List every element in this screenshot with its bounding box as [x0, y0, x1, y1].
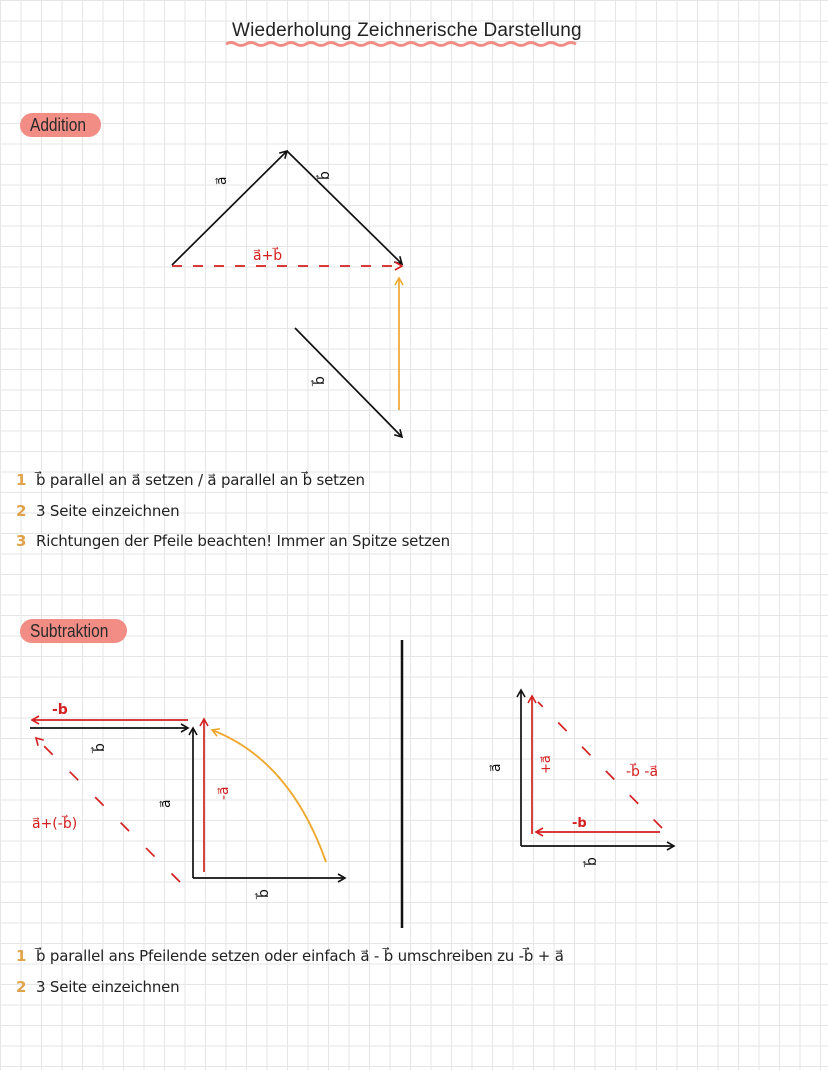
label-a-plus-neg-b: a⃗+(-b⃗): [32, 816, 78, 832]
label-r-neg-b: -b: [572, 816, 587, 831]
subtraktion-note-2: 2 3 Seite einzeichnen: [16, 978, 180, 996]
addition-note-2: 2 3 Seite einzeichnen: [16, 502, 180, 520]
heading-addition: Addition: [20, 113, 102, 137]
label-neg-a-sub: -a⃗: [216, 786, 232, 800]
addition-note-1: 1 b⃗ parallel an a⃗ setzen / a⃗ parallel an b⃗ setzen: [16, 471, 365, 489]
label-r-a: a⃗: [488, 763, 504, 772]
label-b-sub: b⃗: [92, 743, 108, 752]
label-b: b⃗: [317, 171, 333, 180]
label-r-b: b⃗: [584, 857, 600, 866]
title-underline: [226, 43, 576, 46]
label-b-bottom: b⃗: [256, 889, 272, 898]
vector-b-line: [287, 151, 402, 264]
label-r-plus-a: +a⃗: [539, 755, 554, 774]
label-a: a⃗: [214, 176, 230, 185]
label-b-separate: b⃗: [312, 376, 328, 385]
page-title: Wiederholung Zeichnerische Darstellung: [232, 20, 582, 41]
label-sum: a⃗+b⃗: [253, 248, 283, 264]
heading-subtraktion: Subtraktion: [20, 619, 128, 643]
subtraktion-note-1: 1 b⃗ parallel ans Pfeilende setzen oder einfach a⃗ - b⃗ umschreiben zu -b⃗ + a⃗: [16, 947, 564, 965]
sub-a-plus-neg-b-line: [36, 738, 180, 882]
label-r-neg-b-neg-a: -b⃗ -a⃗: [626, 764, 659, 780]
addition-note-3: 3 Richtungen der Pfeile beachten! Immer an Spitze setzen: [16, 532, 450, 550]
label-a-sub: a⃗: [158, 799, 174, 808]
label-neg-b: -b: [52, 702, 68, 718]
